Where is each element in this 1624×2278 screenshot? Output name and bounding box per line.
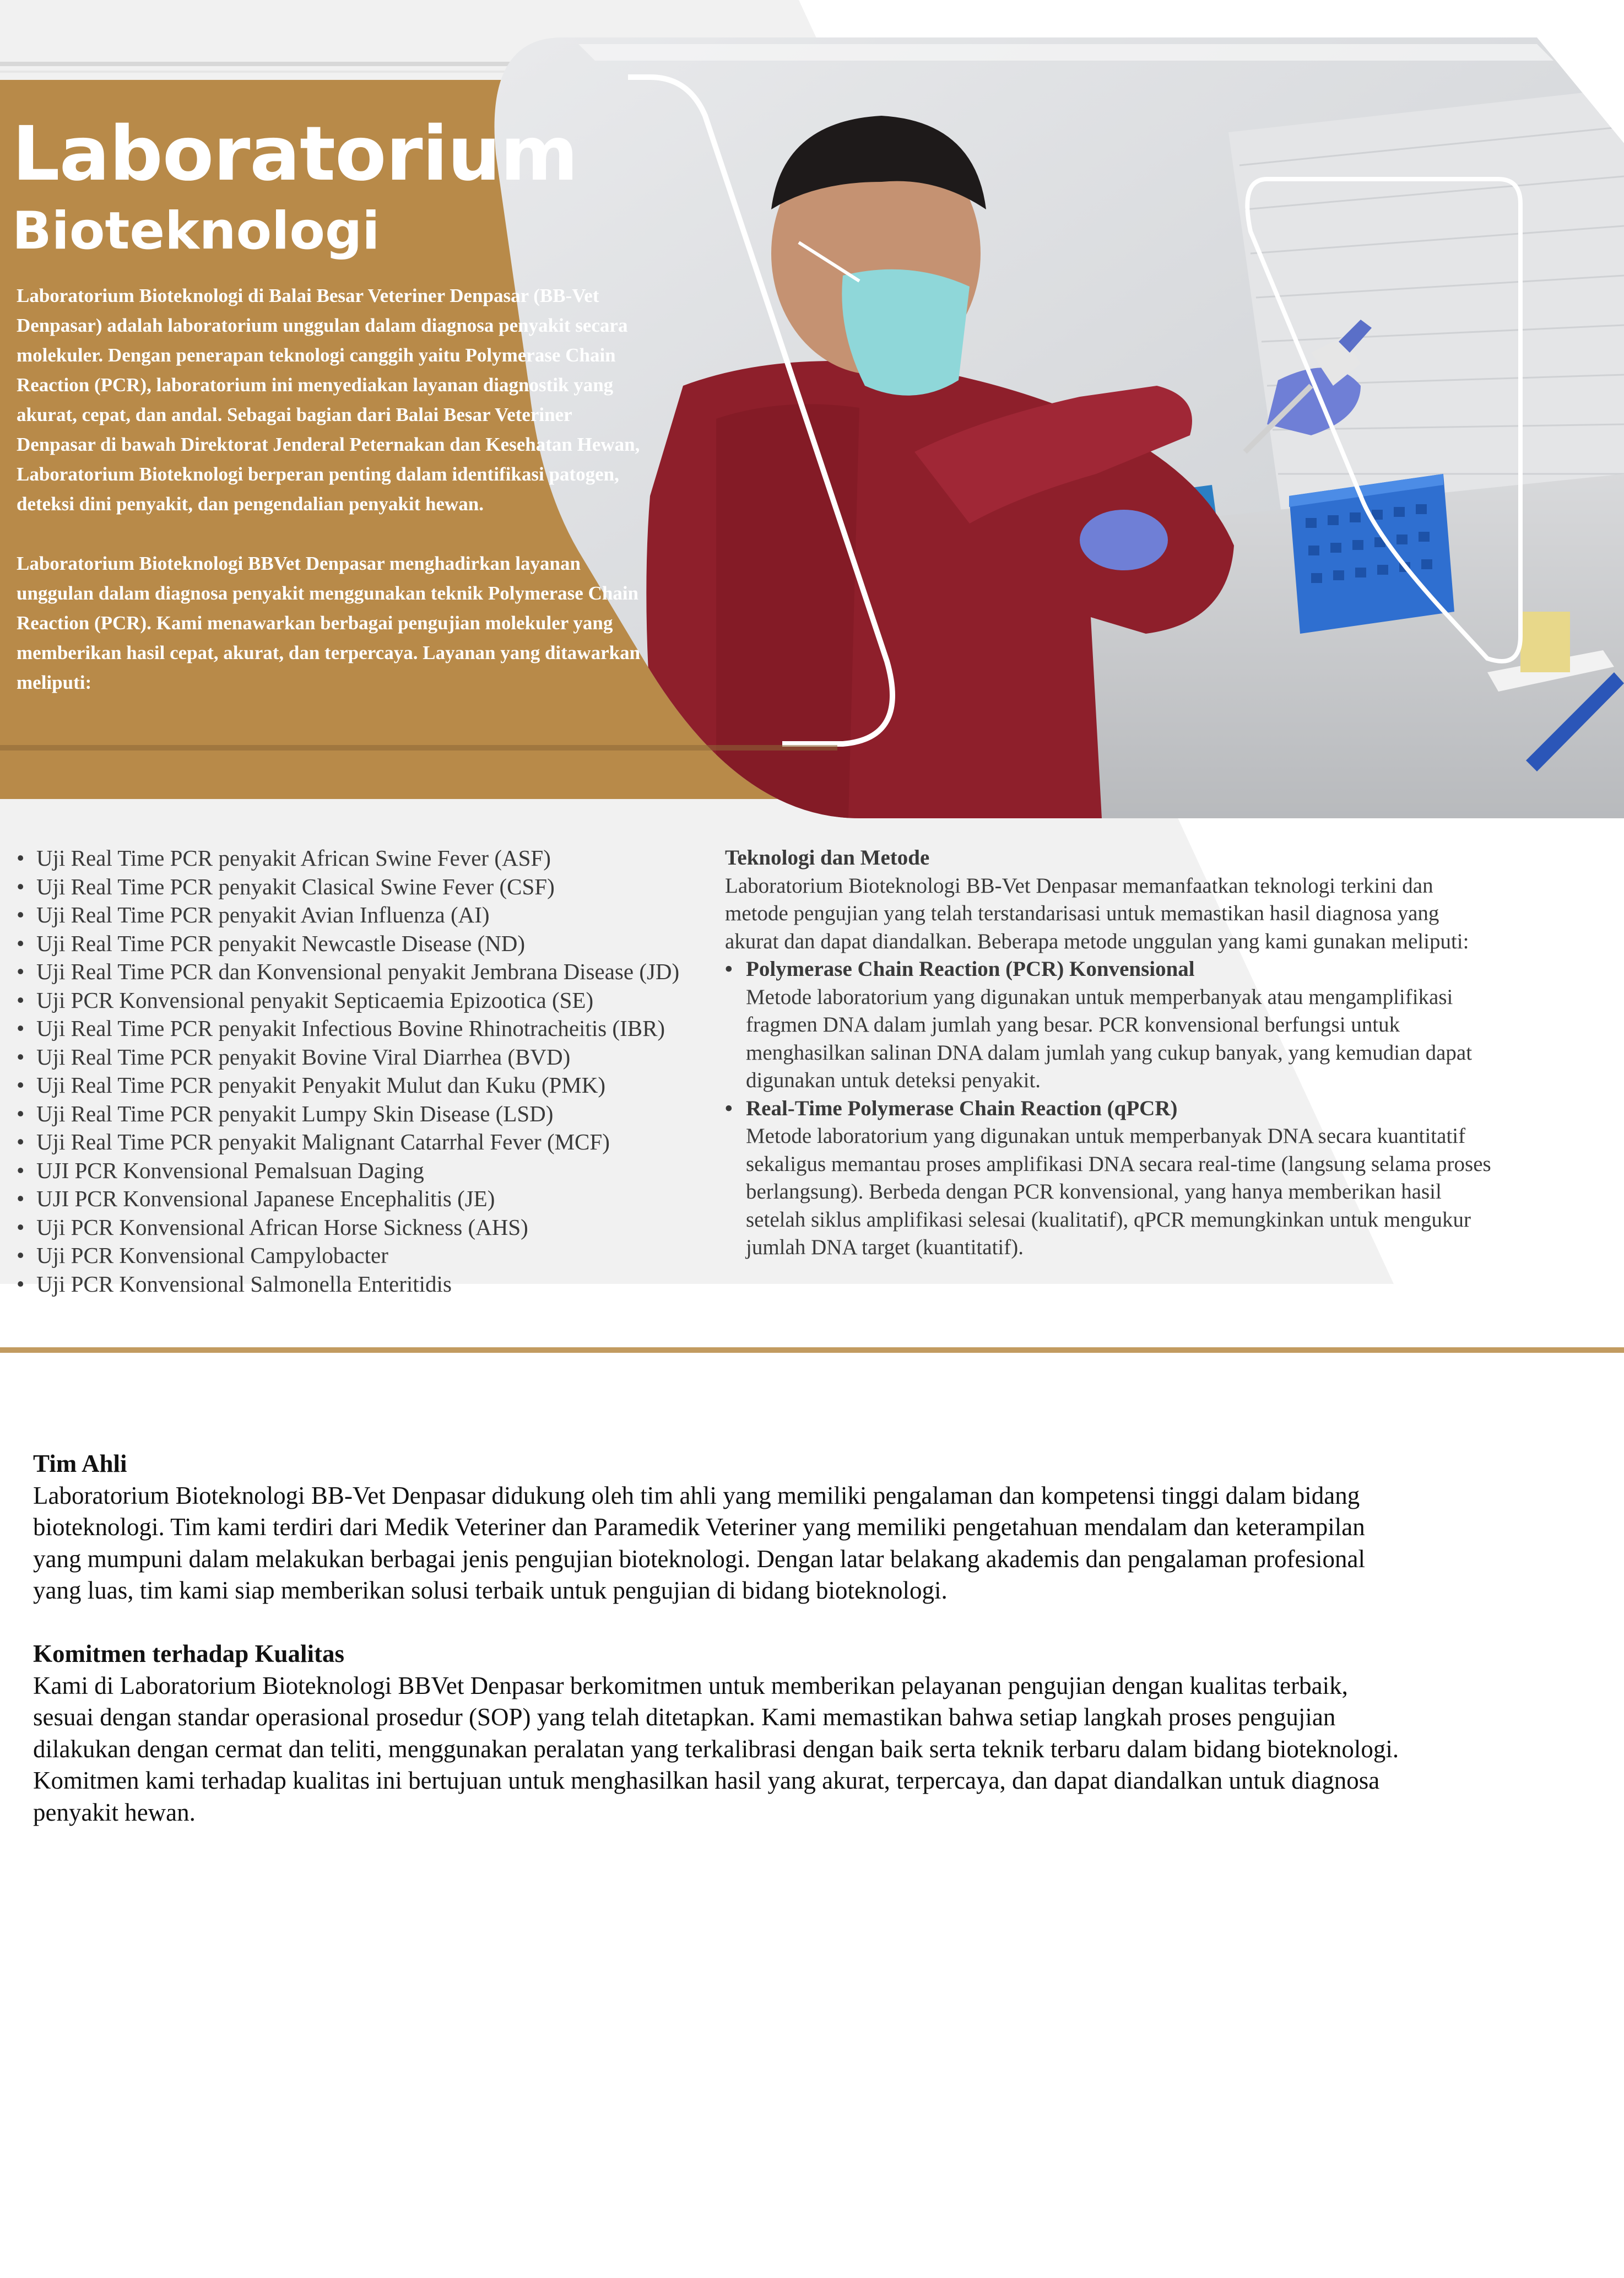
services-list [12, 844, 717, 1298]
gold-panel-shadow [0, 745, 837, 751]
service-item: • Uji Real Time PCR penyakit Penyakit Mulut dan Kuku (PMK) [12, 1071, 717, 1100]
page-title: Laboratorium [12, 111, 578, 198]
technology-section [725, 844, 1496, 1262]
intro-paragraph-1: Laboratorium Bioteknologi di Balai Besar Veteriner Denpasar (BB-Vet Denpasar) adalah laboratorium unggulan dalam diagnosa penyakit secara molekuler. Dengan penerapan teknologi canggih yaitu Polymerase Chain Reaction (PCR), laboratorium ini menyediakan layanan diagnostik yang akurat, cepat, dan andal. Sebagai bagian dari Balai Besar Veteriner Denpasar di bawah Direktorat Jenderal Peternakan dan Kesehatan Hewan, Laboratorium Bioteknologi berperan penting dalam identifikasi patogen, deteksi dini penyakit, dan pengendalian penyakit hewan. [17, 285, 640, 515]
intro-paragraph-2: Laboratorium Bioteknologi BBVet Denpasar menghadirkan layanan unggulan dalam diagnosa penyakit menggunakan teknik Polymerase Chain Reaction (PCR). Kami menawarkan berbagai pengujian molekuler yang memberikan hasil cepat, akurat, dan terpercaya. Layanan yang ditawarkan meliputi: [17, 553, 641, 693]
service-item: • Uji PCR Konvensional Salmonella Enteritidis [12, 1270, 717, 1299]
service-item: • Uji Real Time PCR penyakit Avian Influenza (AI) [12, 901, 717, 930]
service-item: • Uji Real Time PCR penyakit Malignant Catarrhal Fever (MCF) [12, 1128, 717, 1157]
quality-heading: Komitmen terhadap Kualitas [33, 1640, 345, 1667]
quality-body: Kami di Laboratorium Bioteknologi BBVet Denpasar berkomitmen untuk memberikan pelayanan pengujian dengan kualitas terbaik, sesuai dengan standar operasional prosedur (SOP) yang telah ditetapkan. Kami memastikan bahwa setiap langkah proses pengujian dilakukan dengan cermat dan teliti, menggunakan peralatan yang terkalibrasi dengan baik serta teknik terbaru dalam bidang bioteknologi. Komitmen kami terhadap kualitas ini bertujuan untuk menghasilkan hasil yang akurat, terpercaya, dan dapat diandalkan untuk diagnosa penyakit hewan. [33, 1671, 1399, 1826]
service-item: • Uji PCR Konvensional African Horse Sickness (AHS) [12, 1213, 717, 1242]
service-item: • Uji Real Time PCR penyakit Lumpy Skin Disease (LSD) [12, 1100, 717, 1129]
service-item: • Uji Real Time PCR penyakit Newcastle Disease (ND) [12, 930, 717, 958]
method-title-pcr: • Polymerase Chain Reaction (PCR) Konvensional [725, 956, 1496, 984]
service-item: • Uji Real Time PCR penyakit African Swine Fever (ASF) [12, 844, 717, 873]
method-desc-pcr: Metode laboratorium yang digunakan untuk memperbanyak atau mengamplifikasi fragmen DNA dalam jumlah yang besar. PCR konvensional berfungsi untuk menghasilkan salinan DNA dalam jumlah yang cukup banyak, yang kemudian dapat digunakan untuk deteksi penyakit. [746, 985, 1473, 1092]
method-desc-qpcr: Metode laboratorium yang digunakan untuk memperbanyak DNA secara kuantitatif sekaligus memantau proses amplifikasi DNA secara real-time (langsung selama proses berlangsung). Berbeda dengan PCR konvensional, yang hanya memberikan hasil setelah siklus amplifikasi selesai (kualitatif), qPCR memungkinkan untuk mengukur jumlah DNA target (kuantitatif). [746, 1124, 1491, 1259]
page-subtitle: Bioteknologi [12, 201, 380, 261]
service-item: • Uji PCR Konvensional penyakit Septicaemia Epizootica (SE) [12, 986, 717, 1015]
section-divider [0, 1347, 1624, 1353]
experts-heading: Tim Ahli [33, 1450, 127, 1477]
service-item: • Uji PCR Konvensional Campylobacter [12, 1241, 717, 1270]
technology-intro: Laboratorium Bioteknologi BB-Vet Denpasar memanfaatkan teknologi terkini dan metode pengujian yang telah terstandarisasi untuk memastikan hasil diagnosa yang akurat dan dapat diandalkan. Beberapa metode unggulan yang kami gunakan meliputi: [725, 873, 1469, 953]
service-item: • UJI PCR Konvensional Japanese Encephalitis (JE) [12, 1185, 717, 1213]
service-item: • UJI PCR Konvensional Pemalsuan Daging [12, 1157, 717, 1185]
method-title-qpcr: • Real-Time Polymerase Chain Reaction (qPCR) [725, 1095, 1496, 1123]
service-item: • Uji Real Time PCR dan Konvensional penyakit Jembrana Disease (JD) [12, 958, 717, 986]
service-item: • Uji Real Time PCR penyakit Infectious Bovine Rhinotracheitis (IBR) [12, 1014, 717, 1043]
intro-text [17, 281, 650, 727]
service-item: • Uji Real Time PCR penyakit Bovine Viral Diarrhea (BVD) [12, 1043, 717, 1072]
technology-heading: Teknologi dan Metode [725, 846, 930, 870]
lower-content [33, 1448, 1399, 1860]
experts-body: Laboratorium Bioteknologi BB-Vet Denpasar didukung oleh tim ahli yang memiliki pengalaman dan kompetensi tinggi dalam bidang bioteknologi. Tim kami terdiri dari Medik Veteriner dan Paramedik Veteriner yang memiliki pengetahuan mendalam dan keterampilan yang mumpuni dalam melakukan berbagai jenis pengujian bioteknologi. Dengan latar belakang akademis dan pengalaman profesional yang luas, tim kami siap memberikan solusi terbaik untuk pengujian di bidang bioteknologi. [33, 1481, 1365, 1604]
service-item: • Uji Real Time PCR penyakit Clasical Swine Fever (CSF) [12, 873, 717, 902]
